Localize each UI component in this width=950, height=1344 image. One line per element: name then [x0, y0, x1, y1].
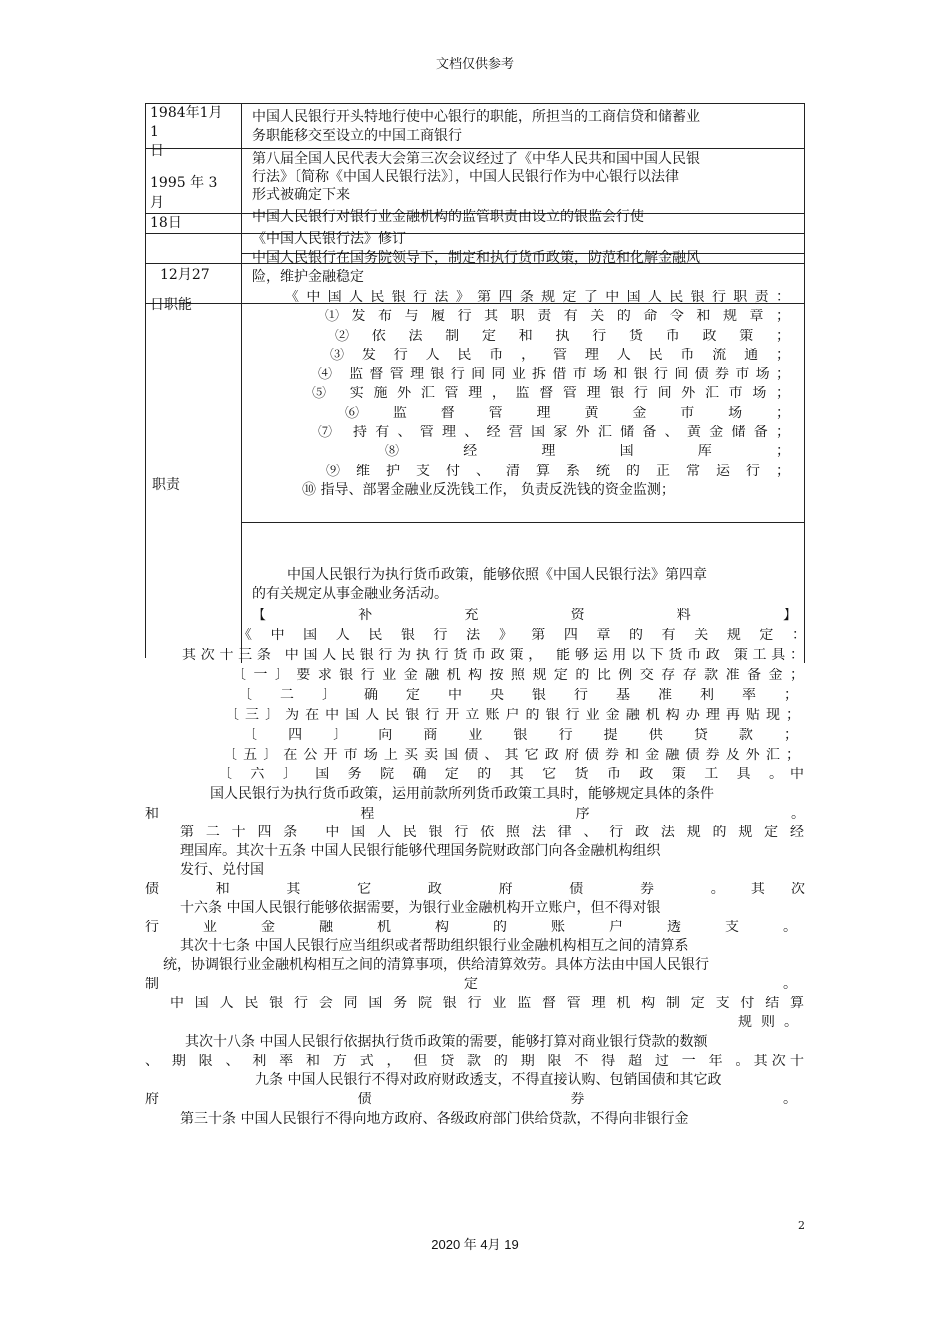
chapter-heading: 《 中 国 人 民 银 行 法 》 第 四 章 的 有 关 规 定 ： [238, 628, 806, 642]
row2-date-line: 18日 [150, 215, 182, 231]
duty-item: ⑥ 监 督 管 理 黄 金 市 场 ； [345, 406, 790, 420]
row1-date-line: 1 [150, 124, 159, 140]
table-column-divider [241, 103, 242, 663]
table-border-top [145, 103, 805, 104]
duty-item: ① 发 布 与 履 行 其 职 责 有 关 的 命 令 和 规 章 ； [325, 309, 790, 323]
duties-intro: 《中国人民银行法》第四条规定了中国人民银行职责： [285, 290, 790, 304]
body-line: 债 和 其 它 政 府 债 券 。其次 [145, 882, 805, 896]
table-border-left [145, 103, 146, 658]
row1-content-line: 务职能移交至设立的中国工商银行 [252, 128, 462, 144]
row4-content-line: 险，维护金融稳定 [252, 269, 364, 285]
row2-date-line: 月 [150, 195, 164, 211]
body-line: 理国库。其次十五条 中国人民银行能够代理国务院财政部门向各金融机构组织 [180, 843, 661, 859]
duties-label: 职责 [152, 477, 180, 493]
row2-date-line: 1995 年 3 [150, 175, 218, 191]
page-number: 2 [798, 1219, 805, 1232]
body-line: 其次十八条 中国人民银行依据执行货币政策的需要，能够打算对商业银行贷款的数额 [185, 1034, 708, 1050]
row1-date-line: 1984年1月 [150, 105, 223, 121]
body-line: 统，协调银行业金融机构相互之间的清算事项，供给清算效劳。具体方法由中国人民银行 [163, 957, 709, 973]
body-line: 行 业 金 融 机 构 的 账 户 透 支 。 [145, 920, 797, 934]
body-line: 十六条 中国人民银行能够依据需要，为银行业金融机构开立账户，但不得对银 [180, 900, 661, 916]
row1-content-line: 中国人民银行开头特地行使中心银行的职能，所担当的工商信贷和储蓄业 [252, 109, 700, 125]
body-line: 〔三〕为在中国人民银行开立账户的银行业金融机构办理再贴现； [225, 708, 800, 722]
row2-content-line: 第八届全国人民代表大会第三次会议经过了《中华人民共和国中国人民银 [252, 151, 700, 167]
body-line: 府 债 券 。 [145, 1092, 797, 1106]
row2-content-line: 形式被确定下来 [252, 187, 350, 203]
row-divider [241, 522, 804, 523]
duty-item: ⑩ 指导、部署金融业反洗钱工作， 负责反洗钱的资金监测； [302, 482, 675, 498]
body-line: 其次十三条 中国人民银行为执行货币政策， 能够运用以下货币政 策工具： [182, 648, 804, 662]
page-header: 文档仅供参考 [435, 57, 514, 72]
body-line: 第三十条 中国人民银行不得向地方政府、各级政府部门供给贷款，不得向非银行金 [180, 1111, 689, 1127]
page-footer-date: 2020 年 4月 19 [431, 1237, 519, 1252]
body-line: 〔一〕要求银行业金融机构按照规定的比例交存存款准备金； [232, 668, 804, 682]
body-line: 、 期 限 、 利 率 和 方 式 ， 但 贷 款 的 期 限 不 得 超 过 一 年 。其次十 [145, 1054, 804, 1068]
body-line: 〔 四 〕 向 商 业 银 行 提 供 贷 款 ； [243, 728, 798, 742]
table-border-right [804, 103, 805, 663]
body-line: 九条 中国人民银行不得对政府财政透支，不得直接认购、包销国债和其它政 [255, 1072, 722, 1088]
row3-content-line: 《中国人民银行法》修订 [252, 231, 406, 247]
body-line: 第二十四条 中国人民银行依照法律、行政法规的规定经 [180, 825, 804, 839]
body-line: 〔五〕在公开市场上买卖国债、其它政府债券和金融债券及外汇； [223, 748, 800, 762]
row-divider [145, 148, 805, 149]
duty-item: ⑨ 维 护 支 付 、 清 算 系 统 的 正 常 运 行 ； [326, 464, 790, 478]
body-line: 中国人民银行会同国务院银行业监督管理机构制定支付结算 [170, 996, 804, 1010]
row-divider [145, 233, 805, 234]
row4-content-line: 中国人民银行在国务院领导下，制定和执行货币政策，防范和化解金融风 [252, 250, 700, 266]
duty-item: ⑧ 经 理 国 库 ； [385, 444, 790, 458]
duty-item: ② 依 法 制 定 和 执 行 货 币 政 策 ； [335, 329, 790, 343]
body-line: 〔 二 〕 确 定 中 央 银 行 基 准 利 率 ； [238, 688, 798, 702]
duty-item: ④ 监督管理银行间同业拆借市场和银行间债券市场； [318, 367, 790, 381]
duties-note-line: 中国人民银行为执行货币政策，能够依照《中国人民银行法》第四章 [287, 567, 707, 583]
body-line: 国人民银行为执行货币政策，运用前款所列货币政策工具时，能够规定具体的条件 [210, 786, 714, 802]
row1-date-line: 日 [150, 143, 164, 159]
body-line: 和 程 序 。 [145, 807, 805, 821]
row3-content-line: 中国人民银行对银行业金融机构的监管职责由设立的银监会行使 [252, 209, 644, 225]
duty-item: ⑤ 实施外汇管理，监督管理银行间外汇市场； [312, 386, 790, 400]
body-line: 规 则 。 [738, 1015, 798, 1029]
body-line: 制 定 。 [145, 977, 797, 991]
body-line: 其次十七条 中国人民银行应当组织或者帮助组织银行业金融机构相互之间的清算系 [180, 938, 689, 954]
row4-date-line: 日职能 [150, 297, 192, 313]
duty-item: ③ 发 行 人 民 币 ， 管 理 人 民 币 流 通 ； [330, 348, 790, 362]
supplement-heading: 【 补 充 资 料 】 [252, 608, 797, 622]
body-line: 〔 六 〕 国 务 院 确 定 的 其 它 货 币 政 策 工 具 。中 [218, 767, 804, 781]
row2-content-line: 行法》〔简称《中国人民银行法》〕，中国人民银行作为中心银行以法律 [252, 169, 679, 185]
body-line: 发行、兑付国 [180, 862, 264, 878]
row4-date-line: 12月27 [160, 267, 210, 283]
duties-note-line: 的有关规定从事金融业务活动。 [252, 586, 448, 602]
duty-item: ⑦ 持有、管理、经营国家外汇储备、黄金储备； [318, 425, 790, 439]
